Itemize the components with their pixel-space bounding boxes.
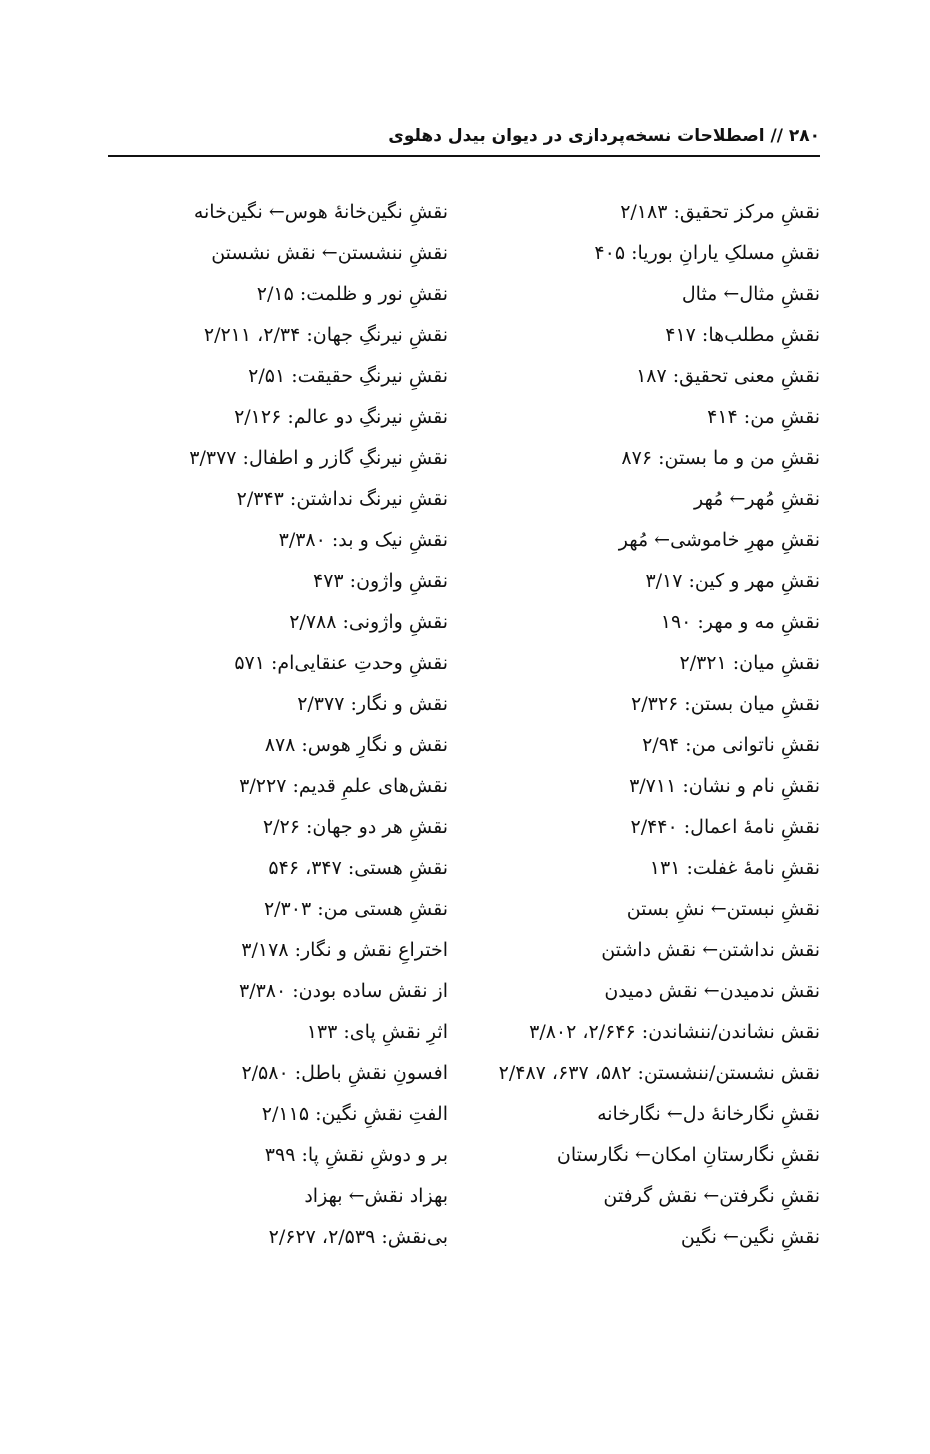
- index-entry: نقشِ نگین← نگین: [680, 1226, 820, 1248]
- index-entry: نقشِ نگارخانهٔ دل← نگارخانه: [597, 1103, 820, 1125]
- index-entry: اثرِ نقشِ پای: ۱۳۳: [306, 1021, 448, 1043]
- index-column-left: [108, 192, 448, 1258]
- index-entry: نقشِ نگرفتن← نقش گرفتن: [603, 1185, 820, 1207]
- index-entry: نقشِ نامهٔ غفلت: ۱۳۱: [649, 857, 820, 879]
- index-entry: نقشِ نام و نشان: ۳/۷۱۱: [629, 775, 820, 797]
- index-entry: نقشِ میان: ۲/۳۲۱: [679, 652, 820, 674]
- index-entry: نقشِ نامهٔ اعمال: ۲/۴۴۰: [630, 816, 820, 838]
- index-entry: نقش‌های علمِ قدیم: ۳/۲۲۷: [239, 775, 448, 797]
- index-entry: نقشِ مُهر← مُهر: [694, 488, 820, 510]
- index-entry: نقش ندمیدن← نقش دمیدن: [604, 980, 820, 1002]
- index-entry: اختراعِ نقش و نگار: ۳/۱۷۸: [241, 939, 448, 961]
- index-entry: نقشِ واژونی: ۲/۷۸۸: [289, 611, 448, 633]
- index-entry: بی‌نقش: ۲/۵۳۹، ۲/۶۲۷: [268, 1226, 448, 1248]
- index-entry: نقشِ نیرنگِ گازر و اطفال: ۳/۳۷۷: [189, 447, 448, 469]
- index-entry: نقش نشستن/ننشستن: ۵۸۲، ۶۳۷، ۲/۴۸۷: [498, 1062, 820, 1084]
- index-entry: نقشِ نیرنگ نداشتن: ۲/۳۴۳: [236, 488, 448, 510]
- index-entry: نقشِ مه و مهر: ۱۹۰: [660, 611, 820, 633]
- index-entry: نقش و نگار: ۲/۳۷۷: [297, 693, 448, 715]
- index-entry: نقشِ میان بستن: ۲/۳۲۶: [631, 693, 820, 715]
- index-entry: نقشِ هستی من: ۲/۳۰۳: [263, 898, 448, 920]
- index-entry: نقشِ مطلب‌ها: ۴۱۷: [665, 324, 820, 346]
- index-entry: نقشِ هستی: ۳۴۷، ۵۴۶: [268, 857, 448, 879]
- index-entry: نقشِ نبستن← نشِ بستن: [626, 898, 820, 920]
- index-entry: نقشِ نیک و بد: ۳/۳۸۰: [278, 529, 448, 551]
- index-entry: بهزاد نقش← بهزاد: [304, 1185, 448, 1207]
- index-entry: نقشِ ناتوانی من: ۲/۹۴: [642, 734, 820, 756]
- index-entry: نقشِ مثال← مثال: [681, 283, 820, 305]
- index-entry: نقشِ معنی تحقیق: ۱۸۷: [636, 365, 820, 387]
- index-entry: نقشِ مرکز تحقیق: ۲/۱۸۳: [620, 201, 820, 223]
- index-entry: نقشِ مسلکِ یارانِ بوریا: ۴۰۵: [594, 242, 820, 264]
- index-column-right: [470, 192, 820, 1258]
- index-entry: از نقش ساده بودن: ۳/۳۸۰: [238, 980, 448, 1002]
- index-entry: نقش نداشتن← نقش داشتن: [601, 939, 820, 961]
- index-entry: افسونِ نقشِ باطل: ۲/۵۸۰: [241, 1062, 448, 1084]
- index-entry: نقشِ مهر و کین: ۳/۱۷: [645, 570, 820, 592]
- index-entry: نقشِ هر دو جهان: ۲/۲۶: [262, 816, 448, 838]
- index-entry: نقشِ نیرنگِ جهان: ۲/۳۴، ۲/۲۱۱: [203, 324, 448, 346]
- index-entry: بر و دوشِ نقشِ پا: ۳۹۹: [264, 1144, 448, 1166]
- index-entry: نقشِ نور و ظلمت: ۲/۱۵: [256, 283, 448, 305]
- index-entry: الفتِ نقشِ نگین: ۲/۱۱۵: [261, 1103, 448, 1125]
- header-rule: [108, 155, 820, 157]
- index-entry: نقش و نگارِ هوس: ۸۷۸: [264, 734, 448, 756]
- index-entry: نقشِ مهرِ خاموشی← مُهر: [618, 529, 820, 551]
- index-entry: نقشِ نگین‌خانهٔ هوس← نگین‌خانه: [193, 201, 448, 223]
- index-entry: نقشِ نیرنگِ دو عالم: ۲/۱۲۶: [234, 406, 448, 428]
- index-entry: نقشِ ننشستن← نقش نشستن: [211, 242, 448, 264]
- index-entry: نقش نشاندن/ننشاندن: ۲/۶۴۶، ۳/۸۰۲: [529, 1021, 820, 1043]
- index-entry: نقشِ واژون: ۴۷۳: [313, 570, 448, 592]
- index-entry: نقشِ من: ۴۱۴: [707, 406, 820, 428]
- index-entry: نقشِ وحدتِ عنقایی‌ام: ۵۷۱: [234, 652, 448, 674]
- index-entry: نقشِ نگارستانِ امکان← نگارستان: [556, 1144, 820, 1166]
- index-entry: نقشِ من و ما بستن: ۸۷۶: [621, 447, 820, 469]
- running-header: ۲۸۰ // اصطلاحات نسخه‌پردازی در دیوان بیدل دهلوی: [388, 126, 820, 146]
- index-entry: نقشِ نیرنگِ حقیقت: ۲/۵۱: [248, 365, 448, 387]
